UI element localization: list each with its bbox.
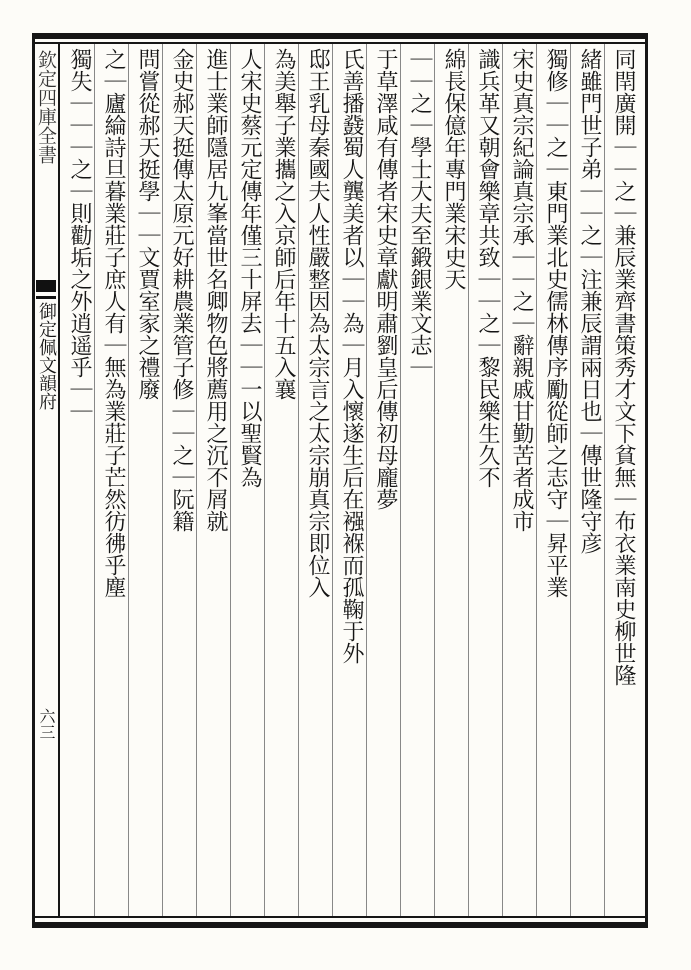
column-rule	[400, 44, 401, 916]
text-column: 宋史真宗紀論真宗承｜｜之｜辭親戚甘勤苦者成市	[509, 48, 534, 532]
column-rule	[366, 44, 367, 916]
page-border-top	[32, 33, 648, 39]
series-title: 欽定四庫全書	[35, 50, 57, 164]
column-rule	[604, 44, 605, 916]
text-column: 為美舉子業攜之入京師后年十五入襄	[271, 48, 296, 400]
fishtail-mark-thin	[36, 296, 56, 299]
page-border-left	[32, 33, 35, 928]
text-column: 綿長保億年專門業宋史天	[441, 48, 466, 290]
text-column: 問嘗從郝天挺學｜｜文賈室家之禮廢	[135, 48, 160, 400]
column-rule	[468, 44, 469, 916]
text-column: 氏善播鼗蜀人龔美者以｜｜為｜月入懷遂生后在襁褓而孤鞠于外	[339, 48, 364, 664]
column-rule	[162, 44, 163, 916]
text-column: 邸王乳母秦國夫人性嚴整因為太宗言之太宗崩真宗即位入	[305, 48, 330, 598]
book-title: 御定佩文韻府	[36, 302, 57, 410]
text-column: 進士業師隱居九峯當世名卿物色將薦用之沉不屑就	[203, 48, 228, 532]
text-column: 獨失｜｜｜之｜則勸垢之外逍遥乎｜｜	[67, 48, 92, 422]
column-rule	[128, 44, 129, 916]
text-column: 于草澤咸有傳者宋史章獻明肅劉皇后傳初母龐夢	[373, 48, 398, 510]
text-column: 金史郝天挺傳太原元好耕農業管子修｜｜之｜阮籍	[169, 48, 194, 532]
column-rule	[196, 44, 197, 916]
column-rule	[536, 44, 537, 916]
column-rule	[298, 44, 299, 916]
text-column: 人宋史蔡元定傳年僅三十屏去｜｜一以聖賢為	[237, 48, 262, 488]
column-rule	[434, 44, 435, 916]
column-rule	[94, 44, 95, 916]
text-column: 緒雖門世子弟｜｜之｜注兼辰謂兩日也｜傳世隆守彦	[577, 48, 602, 554]
text-column: 獨修｜｜之｜東門業北史儒林傳序勵從師之志守｜昇平業	[543, 48, 568, 598]
page-border-right	[645, 33, 648, 928]
page-border-bottom-thin	[32, 916, 648, 918]
fishtail-mark	[36, 280, 56, 292]
text-column: ｜｜之｜學士大夫至鍛銀業文志｜	[407, 48, 432, 378]
text-column: 識兵革又朝會樂章共致｜｜之｜黎民樂生久不	[475, 48, 500, 488]
column-rule	[264, 44, 265, 916]
text-column: 之｜廬綸詩旦暮業莊子庶人有｜無為業莊子芒然彷彿乎塵	[101, 48, 126, 598]
page-border-top-thin	[32, 42, 648, 44]
column-rule	[502, 44, 503, 916]
column-rule	[230, 44, 231, 916]
gutter-divider	[58, 42, 60, 918]
column-rule	[332, 44, 333, 916]
text-column: 同閈廣開｜｜之｜兼辰業齊書策秀才文下貧無｜布衣業南史柳世隆	[611, 48, 636, 686]
page-border-bottom	[32, 922, 648, 928]
column-rule	[570, 44, 571, 916]
page-number: 六三	[37, 708, 56, 740]
